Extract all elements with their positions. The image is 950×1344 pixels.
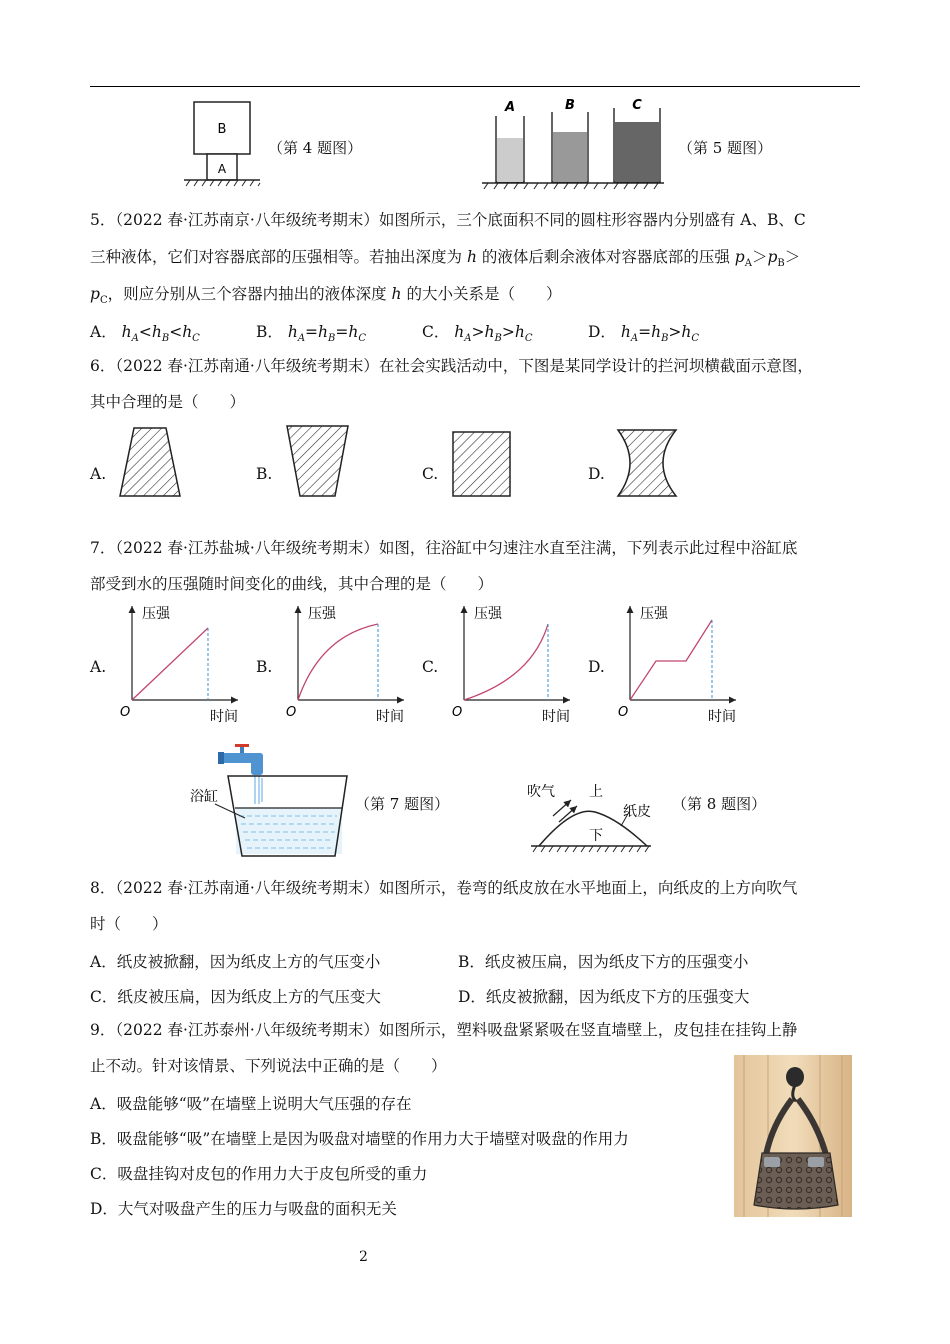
q8-option-d[interactable]: D．纸皮被掀翻，因为纸皮下方的压强变大 [458, 988, 750, 1006]
q9-option-c[interactable]: C．吸盘挂钩对皮包的作用力大于皮包所受的重力 [90, 1165, 428, 1183]
figure-5-containers [478, 96, 668, 190]
q8-line1: 8．（2022 春·江苏南通·八年级统考期末）如图所示，卷弯的纸皮放在水平地面上，向纸皮的上方向吹气 [90, 879, 798, 897]
graph-a-xlabel: 时间 [210, 709, 238, 725]
container-a-label: A [504, 100, 516, 115]
up-label: 上 [589, 784, 603, 800]
figure-4-caption: （第 4 题图） [268, 139, 363, 157]
q6-option-d[interactable]: D. [588, 465, 605, 483]
q6-option-b[interactable]: B. [256, 465, 273, 483]
graph-c-ylabel: 压强 [474, 606, 502, 622]
figure-7-bathtub [185, 738, 355, 860]
dam-b-shape [287, 426, 348, 496]
q7-option-c[interactable]: C. [422, 658, 439, 676]
q5-option-c[interactable]: C． $h_A>h_B>h_C$ [422, 323, 533, 345]
graph-b-ylabel: 压强 [308, 606, 336, 622]
figure-7-caption: （第 7 题图） [355, 795, 450, 813]
graph-b-origin: O [286, 705, 297, 720]
q5-option-d[interactable]: D． $h_A=h_B>h_C$ [588, 323, 700, 345]
block-a-label: A [217, 162, 227, 176]
figure-4-blocks [180, 96, 270, 188]
paper-label: 纸皮 [623, 804, 651, 820]
graph-d-xlabel: 时间 [708, 709, 736, 725]
q9-line2: 止不动。针对该情景、下列说法中正确的是（ ） [90, 1057, 447, 1075]
q7-option-b[interactable]: B. [256, 658, 273, 676]
graph-a [120, 606, 238, 725]
q8-option-a[interactable]: A．纸皮被掀翻，因为纸皮上方的气压变小 [90, 953, 381, 971]
q5-line2: 三种液体，它们对容器底部的压强相等。若抽出深度为 h 的液体后剩余液体对容器底部的压强 $p_A>p_B>$ [90, 248, 801, 270]
page-number: 2 [359, 1249, 368, 1265]
q5-line1: 5．（2022 春·江苏南京·八年级统考期末）如图所示，三个底面积不同的圆柱形容器内分别盛有 A、B、C [90, 211, 806, 229]
tub-label: 浴缸 [190, 789, 218, 805]
container-c-label: C [632, 98, 642, 113]
graph-a-origin: O [120, 705, 131, 720]
graph-c-xlabel: 时间 [542, 709, 570, 725]
q7-line2: 部受到水的压强随时间变化的曲线，其中合理的是（ ） [90, 575, 494, 593]
graph-b-xlabel: 时间 [376, 709, 404, 725]
dam-a-shape [120, 428, 180, 496]
q9-option-a[interactable]: A．吸盘能够“吸”在墙壁上说明大气压强的存在 [90, 1095, 412, 1113]
dam-c-shape [453, 432, 510, 496]
q5-option-b[interactable]: B． $h_A=h_B=h_C$ [256, 323, 367, 345]
figure-8-paper [525, 774, 665, 856]
q9-option-d[interactable]: D．大气对吸盘产生的压力与吸盘的面积无关 [90, 1200, 397, 1218]
q8-option-c[interactable]: C．纸皮被压扁，因为纸皮上方的气压变大 [90, 988, 381, 1006]
graph-d-origin: O [618, 705, 629, 720]
q6-line2: 其中合理的是（ ） [90, 393, 246, 411]
header-rule [90, 86, 860, 87]
figure-5-caption: （第 5 题图） [678, 139, 773, 157]
blow-label: 吹气 [527, 784, 555, 800]
q8-option-b[interactable]: B．纸皮被压扁，因为纸皮下方的压强变小 [458, 953, 749, 971]
figure-8-caption: （第 8 题图） [672, 795, 767, 813]
q9-line1: 9．（2022 春·江苏泰州·八年级统考期末）如图所示，塑料吸盘紧紧吸在竖直墙壁上，皮包挂在挂钩上静 [90, 1021, 798, 1039]
q9-bag-photo [734, 1055, 852, 1217]
q5-line3: $p_C$，则应分别从三个容器内抽出的液体深度 h 的大小关系是（ ） [90, 285, 562, 307]
dam-d-shape [618, 430, 676, 496]
graph-d [618, 606, 736, 725]
q6-option-c[interactable]: C. [422, 465, 439, 483]
graph-d-ylabel: 压强 [640, 606, 668, 622]
graph-c [452, 606, 570, 725]
q5-option-a[interactable]: A． $h_A<h_B<h_C$ [90, 323, 200, 345]
graph-b [286, 606, 404, 725]
q8-line2: 时（ ） [90, 915, 168, 933]
q6-option-a[interactable]: A. [90, 465, 107, 483]
down-label: 下 [589, 828, 603, 844]
q7-line1: 7．（2022 春·江苏盐城·八年级统考期末）如图，往浴缸中匀速注水直至注满，下列表示此过程中浴缸底 [90, 539, 798, 557]
q7-option-a[interactable]: A. [90, 658, 107, 676]
q7-option-d[interactable]: D. [588, 658, 605, 676]
q9-option-b[interactable]: B．吸盘能够“吸”在墙壁上是因为吸盘对墙壁的作用力大于墙壁对吸盘的作用力 [90, 1130, 629, 1148]
block-b-label: B [217, 122, 227, 137]
container-b-label: B [565, 98, 575, 113]
graph-c-origin: O [452, 705, 463, 720]
graph-a-ylabel: 压强 [142, 606, 170, 622]
q6-line1: 6．（2022 春·江苏南通·八年级统考期末）在社会实践活动中，下图是某同学设计的拦河坝横截面示意图， [90, 357, 813, 375]
